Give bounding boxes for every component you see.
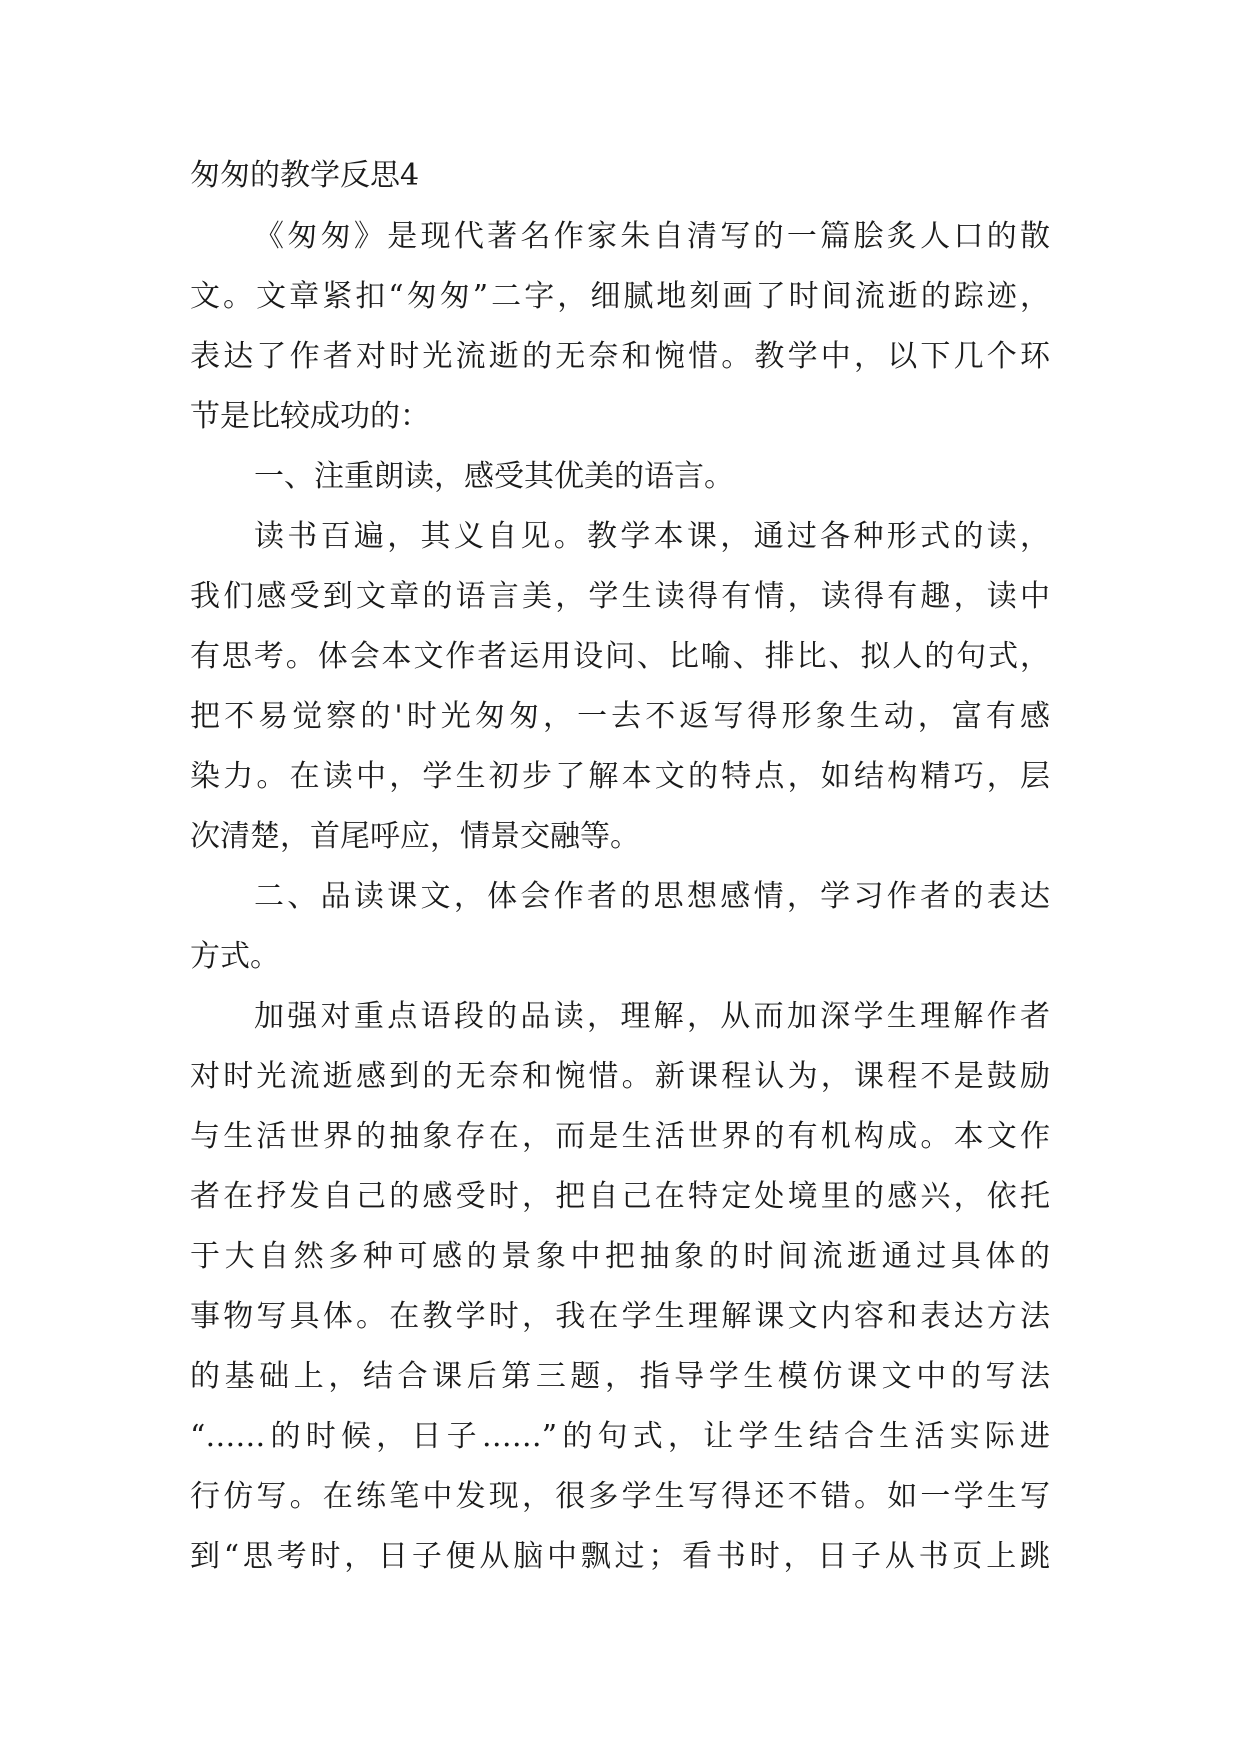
section-heading-2-line-1: 二、品读课文，体会作者的思想感情，学习作者的表达 bbox=[254, 879, 1050, 914]
paragraph-analysis-line-8: “……的时候，日子……”的句式，让学生结合生活实际进 bbox=[190, 1419, 1050, 1454]
paragraph-intro-line-1: 《匆匆》是现代著名作家朱自清写的一篇脍炙人口的散 bbox=[254, 219, 1050, 254]
paragraph-intro-line-2: 文。文章紧扣“匆匆”二字，细腻地刻画了时间流逝的踪迹， bbox=[190, 279, 1050, 314]
section-heading-1: 一、注重朗读，感受其优美的语言。 bbox=[254, 459, 734, 494]
paragraph-reading-line-2: 我们感受到文章的语言美，学生读得有情，读得有趣，读中 bbox=[190, 579, 1050, 614]
paragraph-analysis-line-1: 加强对重点语段的品读，理解，从而加深学生理解作者 bbox=[254, 999, 1050, 1034]
paragraph-analysis-line-3: 与生活世界的抽象存在，而是生活世界的有机构成。本文作 bbox=[190, 1119, 1050, 1154]
paragraph-intro-line-3: 表达了作者对时光流逝的无奈和惋惜。教学中，以下几个环 bbox=[190, 339, 1050, 374]
section-heading-2-line-2: 方式。 bbox=[190, 939, 280, 974]
paragraph-intro-line-4: 节是比较成功的： bbox=[190, 399, 430, 434]
paragraph-analysis-line-2: 对时光流逝感到的无奈和惋惜。新课程认为，课程不是鼓励 bbox=[190, 1059, 1050, 1094]
paragraph-analysis-line-5: 于大自然多种可感的景象中把抽象的时间流逝通过具体的 bbox=[190, 1239, 1050, 1274]
paragraph-analysis-line-9: 行仿写。在练笔中发现，很多学生写得还不错。如一学生写 bbox=[190, 1479, 1050, 1514]
paragraph-reading-line-6: 次清楚，首尾呼应，情景交融等。 bbox=[190, 819, 640, 854]
paragraph-reading-line-1: 读书百遍，其义自见。教学本课，通过各种形式的读， bbox=[254, 519, 1050, 554]
paragraph-reading-line-5: 染力。在读中，学生初步了解本文的特点，如结构精巧，层 bbox=[190, 759, 1050, 794]
paragraph-analysis-line-6: 事物写具体。在教学时，我在学生理解课文内容和表达方法 bbox=[190, 1299, 1050, 1334]
paragraph-analysis-line-7: 的基础上，结合课后第三题，指导学生模仿课文中的写法 bbox=[190, 1359, 1050, 1394]
document-body bbox=[190, 145, 1050, 1587]
paragraph-reading-line-4: 把不易觉察的'时光匆匆，一去不返写得形象生动，富有感 bbox=[190, 699, 1050, 734]
paragraph-reading-line-3: 有思考。体会本文作者运用设问、比喻、排比、拟人的句式， bbox=[190, 639, 1050, 674]
paragraph-analysis-line-10: 到“思考时，日子便从脑中飘过；看书时，日子从书页上跳 bbox=[190, 1539, 1050, 1574]
paragraph-analysis-line-4: 者在抒发自己的感受时，把自己在特定处境里的感兴，依托 bbox=[190, 1179, 1050, 1214]
document-title: 匆匆的教学反思4 bbox=[190, 158, 420, 193]
